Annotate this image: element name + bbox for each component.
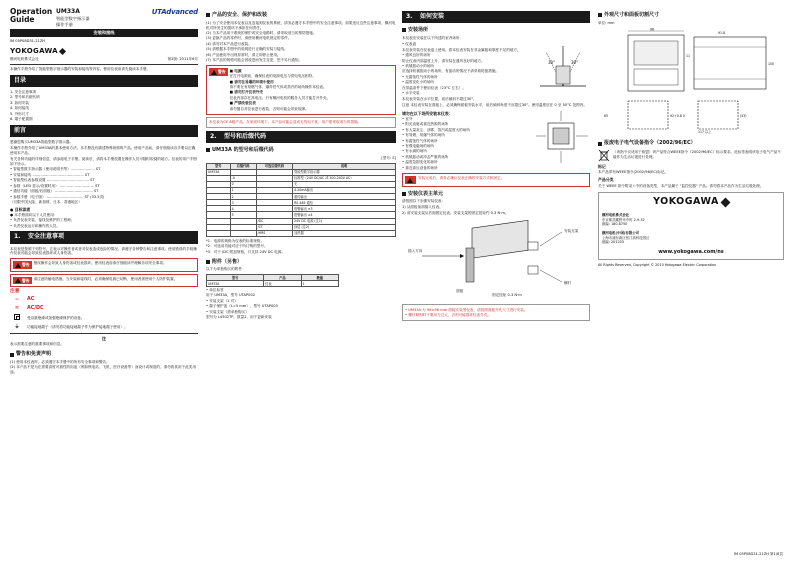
ce-note-box	[206, 117, 396, 128]
warning-item: ■ 电源	[229, 68, 242, 73]
avoid-item: • 有大量灰尘、油雾、蒸汽或湿度大的场所	[402, 127, 470, 132]
location-item: • 机械振动小的场所	[402, 64, 435, 69]
address-block	[602, 213, 780, 227]
mount-step: 2) 用安装支架从后面固定仪表。安装支架的固定扭矩约 0.3 N·m。	[402, 210, 509, 215]
weee-row	[598, 149, 784, 162]
insert-direction-label: 插入方向	[408, 249, 423, 254]
footnote: *2：可选用功能对应于所订购的型号。	[206, 244, 268, 249]
warning-tag-label: 警告	[22, 262, 30, 268]
safety-list	[206, 21, 396, 63]
double-insulation-icon	[10, 314, 24, 323]
avoid-item: • 阳光直射或靠近热源的场所	[402, 122, 449, 127]
crossed-bin-icon	[598, 149, 610, 162]
table-cell: -0	[230, 175, 256, 181]
ac-label: AC	[27, 297, 35, 303]
section-1-text: 本仪表是按照下列符号，它表示对操作者或者对仪表造成危险的情况。请遵守各种警告和注意事项。使用错误的手段操作仪表可能会导致仪表损坏或人身伤害。	[10, 246, 197, 256]
toc-item[interactable]: 2. 型号和后缀代码	[10, 95, 40, 100]
dim-label: 92+0.8 0	[670, 113, 685, 118]
table-note: [型号: S]	[381, 155, 396, 160]
symbol-row	[10, 305, 198, 312]
accessory-item: 用于 UM33A，型号 UTAP002	[206, 293, 256, 298]
dimension-drawing	[598, 27, 784, 135]
disposal-heading: 警告和免责声明	[10, 351, 198, 358]
warning-text: 错误操作会导致人身伤害或仪表损坏。使用仪表前请仔细阅读并理解各项安全事项。	[33, 261, 167, 266]
warning-item: 请勿擅自对仪表进行改装，否则可能会导致故障。	[229, 106, 309, 111]
manual-item: • 参数（LED 显示/设置时用） .............................. ST	[10, 183, 100, 188]
warning-box	[206, 65, 396, 115]
table-cell: 智能型数字指示器	[293, 169, 396, 175]
title-block	[56, 8, 148, 27]
table-cell: 2	[230, 194, 256, 200]
footnote: *1：电源的规格为仪表的标准规格。	[206, 238, 264, 243]
tilt-angle-diagram	[536, 42, 590, 90]
note-title: 注	[101, 335, 107, 341]
dim-label: 117 以上	[698, 129, 712, 134]
table-cell	[207, 230, 231, 236]
location-item: 本仪表安装在水平位置，前后倾斜不超过30°。	[402, 96, 477, 101]
safety-item: (1) 为了安全使用本仪表以及连接到仪表的系统，请务必遵守本手册中的安全注意事项。如果违反这些注意事项，横河电机对所发生的损坏不承担任何责任。	[206, 20, 396, 30]
warning-tag-label: 警告	[218, 69, 226, 75]
dim-label: 11	[686, 53, 691, 58]
table-header: 可选后缀代码	[256, 163, 292, 169]
model-name: UM33A	[56, 8, 80, 15]
install-tag: 安装和接线	[10, 29, 198, 37]
yokogawa-logo-text: YOKOGAWA	[653, 196, 719, 208]
website-link[interactable]: www.yokogawa.com/ns	[658, 248, 724, 255]
table-cell: 4	[230, 206, 256, 212]
disposal-list	[10, 360, 198, 375]
model-code-heading: UM33A 的型号和后缀代码	[206, 147, 396, 154]
ce-note: 本仪表为CE A级产品。在家庭环境下，本产品可能会造成无线电干扰，用户需采取适当的措施。	[209, 120, 362, 125]
operation-guide-title: Operation Guide	[10, 8, 53, 24]
address-line: 邮编: 201203	[602, 240, 624, 245]
manual-item: • 智能型数字指示器（使用说明书等）..................... ST	[10, 167, 101, 172]
dim-label: (53)	[740, 113, 747, 118]
table-cell	[230, 230, 256, 236]
category-text: 关于 WEEE 指令附录 I 中的设备类型，本产品属于 "监控仪器" 产品。请勿将本产品作为生活垃圾处理。	[598, 183, 764, 188]
warning-tag	[209, 68, 228, 76]
note-box	[402, 304, 590, 321]
preface-para: 本操作手册介绍了UM33A的基本使用方法。本手册没有描述特殊规格的产品。使用产品前，请仔细阅读各手册以正确使用本产品。	[10, 145, 196, 155]
table-cell: 5	[230, 212, 256, 218]
location-item: 本仪表安装在仪表盘上使用。将本仪表安装在非金属板和厚度不足的地方。	[402, 47, 521, 52]
safety-item: (6) 产品使用中出现异常时，请立即停止使用。	[206, 52, 281, 57]
tilt-note: 注意 本仪表安装在面板上，必须确保面板安装水平，前后倾斜角度不应超过30°。使用温度应在 0 至 50°C 范围内。	[402, 103, 587, 108]
address-line: 横河电机株式会社	[602, 213, 630, 218]
remark-item: ● 本手册面向以下人员使用：	[10, 212, 58, 217]
avoid-list	[402, 117, 531, 171]
table-cell: 0	[230, 181, 256, 187]
warning-item: 请不要在有易燃气体、爆炸性气体或蒸汽的场所操作本仪表。	[229, 84, 327, 89]
angle-label-left: 30°	[548, 59, 556, 65]
manual-note: （仅限中国大陆、新加坡、日本、香港地区）	[10, 199, 82, 204]
category-title: 产品分类	[598, 177, 614, 183]
manual-item: • 通信功能（面板/后面板） ................................. ST	[10, 189, 99, 194]
address-line: 邮编: 180-8750	[602, 222, 628, 227]
accessories-intro: 以下为单独购买的附件：	[206, 267, 246, 272]
yokogawa-logo	[10, 47, 198, 56]
preface-title: 前言	[14, 127, 27, 135]
table-cell: 4-20mA输出	[293, 188, 396, 194]
table-cell: 涂层 (注2)	[293, 224, 396, 230]
dim-label: 100	[768, 61, 775, 66]
location-item: • 通风良好的场所	[402, 53, 431, 58]
company-box	[598, 192, 784, 259]
safety-item: (5) 请根据本手册中的说明进行正确的安装与接线。	[206, 47, 288, 52]
disposal-item: (1) 使用本仪表时，必须遵守本手册中的所有安全事项和警告。	[10, 359, 110, 364]
table-header: 型号	[207, 275, 264, 281]
accessories-table	[206, 274, 339, 287]
address-line: 上海市浦东新区张江高科技园区	[602, 235, 650, 240]
marking-text: 本产品带有WEEE指令(2002/96/EC)标记。	[598, 170, 669, 175]
diamond-icon	[59, 48, 66, 55]
table-footnotes	[206, 239, 396, 255]
location-item: • 无腐蚀性气体的场所	[402, 74, 438, 79]
column-1	[10, 8, 198, 553]
table-header: 后缀代码	[230, 163, 256, 169]
table-cell: 加热器	[293, 230, 396, 236]
yokogawa-logo-text: YOKOGAWA	[10, 46, 58, 55]
table-cell: 24V DC 电源 (注1)	[293, 218, 396, 224]
address-line: 东京都武藏野市中町 2-9-32	[602, 217, 645, 222]
caution-text: 安装完成后，请务必确认仪表正确的安装方式和固定。	[418, 176, 505, 181]
divider	[10, 64, 198, 65]
avoid-item: • 温度急剧变化的场所	[402, 160, 438, 165]
location-item: • 温度变化小的场所	[402, 80, 435, 85]
remarks-title: ● 目标读者	[10, 206, 31, 212]
avoid-item: • 有腐蚀性气体的场所	[402, 138, 438, 143]
toc-item[interactable]: 5. 外形尺寸	[10, 111, 29, 116]
safety-item: (3) 更换产品的零件时，请使用横河电机规定的零件。	[206, 36, 292, 41]
section-title: 安全注意事项	[28, 233, 65, 241]
ground-text: 功能接地端子（请勿将功能接地端子作为保护接地端子使用）。	[27, 324, 128, 329]
edition: 第2版: 2011年6月	[167, 57, 198, 62]
divider	[10, 333, 198, 334]
warning-triangle-icon	[407, 178, 413, 183]
torque-label: 固定扭矩 0.3 N·m	[492, 293, 522, 298]
toc-item[interactable]: 3. 如何安装	[10, 100, 29, 105]
toc-item[interactable]: 4. 如何接线	[10, 106, 29, 111]
weee-heading: 报废电子电气设备指令（2002/96/EC）	[598, 140, 784, 147]
ground-icon: ⏚	[14, 323, 20, 330]
company-name: 横河电机株式会社	[10, 57, 39, 62]
manual-item: • 智能型仪表参数设置 ..................................... ST	[10, 178, 95, 183]
warning-triangle-icon	[15, 263, 21, 268]
section-number: 3.	[406, 13, 413, 20]
table-cell: 报警输出 ×3	[293, 206, 396, 212]
avoid-item: • 有易燃、易爆气体的场所	[402, 133, 445, 138]
location-row	[402, 42, 590, 102]
acdc-label: AC/DC	[27, 305, 44, 311]
location-item: • 水平安装	[402, 91, 420, 96]
address-line: 横河电机(中国)有限公司	[602, 231, 640, 235]
location-intro: 本仪表应安装在以下所述的室内场所：	[402, 35, 464, 40]
disposal-item: (2) 本产品不是为在需要高度可靠性的用途（例如核电站、飞机、医疗设备等）而设计或制造的，请勿将其用于此类用途。	[10, 365, 196, 375]
warning-item: 在打开电源前，确保仪表的电源电压与供电电压相符。	[229, 74, 316, 79]
page-footer: IM 05P08D31-21ZH 第1/8页	[733, 552, 783, 557]
table-header: 数量	[301, 275, 338, 281]
table-cell: 无	[293, 181, 396, 187]
warning-item: ■ 请勿打开仪表外壳	[229, 90, 263, 95]
mount-intro: 请按照以下步骤安装仪表：	[402, 199, 446, 204]
preface-heading	[10, 125, 198, 137]
warning-tag	[13, 261, 32, 269]
toc-list	[10, 90, 198, 122]
dimension-heading: 外观尺寸和面板切割尺寸	[598, 12, 784, 19]
manual-list	[10, 167, 198, 204]
location-item: • 仪表盘	[402, 42, 417, 47]
dimension-unit: 单位: mm	[598, 20, 615, 25]
location-item: 防止仪表内部温度上升，请安装在通风良好的地方。	[402, 58, 485, 63]
intro-text: 本操作手册介绍了智能型数字指示器的安装和接线等内容。使用仪表前请先阅读本手册。	[10, 67, 151, 72]
warning-triangle-icon	[211, 70, 217, 75]
warning-tag	[405, 176, 416, 184]
section-3-heading	[402, 11, 590, 23]
warning-text: 请注意防触电措施。当安装和接线时，必须确保电源已切断，使用者需使用个人防护装置。	[33, 276, 178, 281]
avoid-item: • 靠近高压设备的场所	[402, 165, 438, 170]
avoid-item: • 室外	[402, 116, 413, 121]
column-3	[402, 8, 590, 553]
note-item: • 螺钉紧固时不要用力过大，否则可能损坏仪表外壳。	[405, 313, 491, 318]
avoid-block	[402, 109, 531, 171]
marking-title: 标记	[598, 164, 606, 170]
section-number: 1.	[14, 233, 21, 241]
avoid-item: • 机械振动或冲击严重的场所	[402, 154, 449, 159]
accessory-item: • 安装支架（需单独购买）	[206, 309, 249, 314]
location-list	[402, 42, 533, 102]
note-list	[405, 307, 587, 318]
warning-item: ■ 严禁改装仪表	[229, 101, 256, 106]
accessory-item: • 安装支架（1 对）	[206, 298, 238, 303]
safety-heading: 产品的安全、保护和改装	[206, 12, 396, 19]
safety-item: (7) 本产品的规格可能会因改进而发生变更，恕不另行通知。	[206, 58, 303, 63]
warning-tag-label: 警告	[22, 277, 30, 283]
weee-text: （该指令仅适用于欧盟）该产品符合WEEE指令（2002/96/EC）标示要求。此标签表明该电子电气产品不能作为生活垃圾进行处理。	[613, 150, 781, 160]
toc-item[interactable]: 1. 安全注意事项	[10, 90, 37, 95]
location-item: 在常温条件下使用仪表（23°C 左右）。	[402, 85, 466, 90]
double-insulation-text: 受双重绝缘或加强绝缘保护的设备。	[27, 315, 85, 320]
ac-icon: ~	[14, 297, 20, 304]
mount-steps	[402, 205, 590, 215]
warning-triangle-icon	[15, 278, 21, 283]
address-2	[602, 231, 649, 245]
panel-label: 面板	[456, 289, 464, 294]
table-cell: 重传输出	[293, 194, 396, 200]
column-2	[206, 8, 396, 553]
symbol-row	[10, 289, 198, 295]
table-row	[207, 281, 339, 287]
column-4	[598, 8, 784, 553]
location-heading: 安装场所	[402, 27, 590, 34]
manual-item: • 参数手册（电子版） ................................ ST (33.3页)	[10, 194, 105, 199]
table-header: 型号	[207, 163, 231, 169]
table-cell: 3	[230, 200, 256, 206]
avoid-heading: 请勿在以下场所安装本仪表：	[402, 110, 453, 116]
mount-step: 1) 从面板前面插入仪表。	[402, 205, 443, 210]
warning-box	[10, 258, 198, 272]
avoid-row	[402, 109, 590, 171]
doc-number: IM 05P08D31-21ZH	[10, 39, 45, 44]
address-block	[602, 231, 780, 245]
symbol-row	[10, 297, 198, 304]
copyright: All Rights Reserved, Copyright © 2010 Yokogawa Electric Corporation	[598, 262, 717, 267]
angle-label-right: 30°	[571, 59, 579, 65]
yokogawa-large-logo	[602, 196, 780, 209]
model-code-table	[206, 163, 396, 237]
section-number: 2.	[210, 133, 217, 140]
warning-item: ■ 请勿在易爆的环境中使用	[229, 79, 274, 84]
avoid-item: • 有水滴的场所	[402, 149, 427, 154]
spacing-diagram	[534, 109, 590, 165]
mount-heading: 安装仪表主单元	[402, 191, 590, 198]
table-cell: RS-485 通信	[293, 200, 396, 206]
section-2-heading	[206, 131, 396, 143]
table-cell: /HRS	[256, 230, 292, 236]
safety-item: (4) 请勿对本产品进行改装。	[206, 41, 252, 46]
section-1-heading	[10, 231, 198, 243]
table-cell: 1	[301, 281, 338, 287]
preface-para: 有关各种功能的详细信息，请参阅电子手册。阅读后，请将本手册放置在操作人员可随时取阅的地方。仪表的用户手册如下所示。	[10, 156, 197, 166]
dim-label: 91.8	[718, 30, 726, 35]
preface-para: 感谢您购买UM33A智能型数字指示器。	[10, 140, 74, 145]
safety-item: (2) 当本产品用于系统的保护或安全电路时，请采取适当的预防措施。	[206, 31, 317, 36]
remark-item: • 负责仪表运行和操作的人员。	[10, 223, 60, 228]
table-cell: 仪表	[264, 281, 301, 287]
accessory-item: 型号为 L4502TP，数量2，用于更新安装	[206, 315, 272, 320]
location-item: 应选择机械振动小的场所，有振动的情况下请采取防振措施。	[402, 69, 500, 74]
table-header: 说明	[293, 163, 396, 169]
table-cell: 标准型（24V DC/AC 或 100-240V AC）	[293, 175, 396, 181]
warning-item: 仪表内部存在高电压。只有横河电机的服务人员才能打开外壳。	[229, 95, 331, 100]
footnote: *3：对于 /DC 附加规格，只支持 24V DC 电源。	[206, 249, 285, 254]
diamond-icon	[720, 198, 730, 208]
table-row	[207, 230, 396, 236]
table-header: 产品	[264, 275, 301, 281]
acdc-icon: ≂	[14, 305, 20, 312]
subtitle-2: 操作手册	[56, 21, 73, 27]
address-1	[602, 213, 645, 227]
caution-box	[402, 173, 590, 187]
table-cell: 报警输出 ×4	[293, 212, 396, 218]
toc-item[interactable]: 6. 端子配置图	[10, 117, 33, 122]
dim-label: 96	[650, 27, 655, 32]
table-cell: /DC	[256, 218, 292, 224]
symbol-row	[10, 314, 198, 323]
toc-heading	[10, 75, 198, 87]
table-cell: 1	[230, 188, 256, 194]
note-item: • UM33A 为 96×96 mm 面板安装型仪表，请按照面板开孔尺寸进行安装。	[405, 307, 528, 312]
remarks-list	[10, 213, 198, 229]
dim-label: 65	[604, 113, 609, 118]
screw-label: 螺钉	[564, 281, 572, 286]
section-title: 如何安装	[420, 13, 445, 20]
subtitle-1: 智能型数字指示器	[56, 16, 90, 22]
manual-item: • 安装和接线 ............................................. ST	[10, 172, 90, 177]
utadvanced-logo: UTAdvanced	[151, 8, 198, 16]
accessory-item: • 端子保护盖（L=5 mm），型号 UTAP003	[206, 304, 278, 309]
toc-title: 目录	[14, 76, 27, 84]
warning-list	[230, 68, 393, 112]
accessories-heading: 附件（另售）	[206, 259, 396, 266]
note-text: 表示需要注意的重要事项和信息。	[10, 342, 64, 347]
warning-tag	[13, 277, 32, 285]
section-title: 型号和后缀代码	[224, 133, 267, 140]
accessory-item: • 单位标签	[206, 287, 224, 292]
table-cell: /CT	[256, 224, 292, 230]
caution-label: 注意	[10, 289, 20, 295]
avoid-item: • 有强电磁场的场所	[402, 143, 435, 148]
model-table-body	[207, 169, 396, 236]
table-cell: UM33A	[207, 281, 264, 287]
table-cell: UM33A	[207, 169, 231, 175]
mounting-diagram	[402, 216, 590, 300]
symbol-legend	[10, 289, 198, 330]
accessories-list	[206, 288, 396, 320]
warning-box	[10, 274, 198, 288]
bracket-label: 安装支架	[564, 229, 579, 234]
symbol-row	[10, 324, 198, 331]
header-block	[10, 8, 198, 27]
remark-item: • 负责仪表安装、接线及维护的工程师；	[10, 218, 75, 223]
